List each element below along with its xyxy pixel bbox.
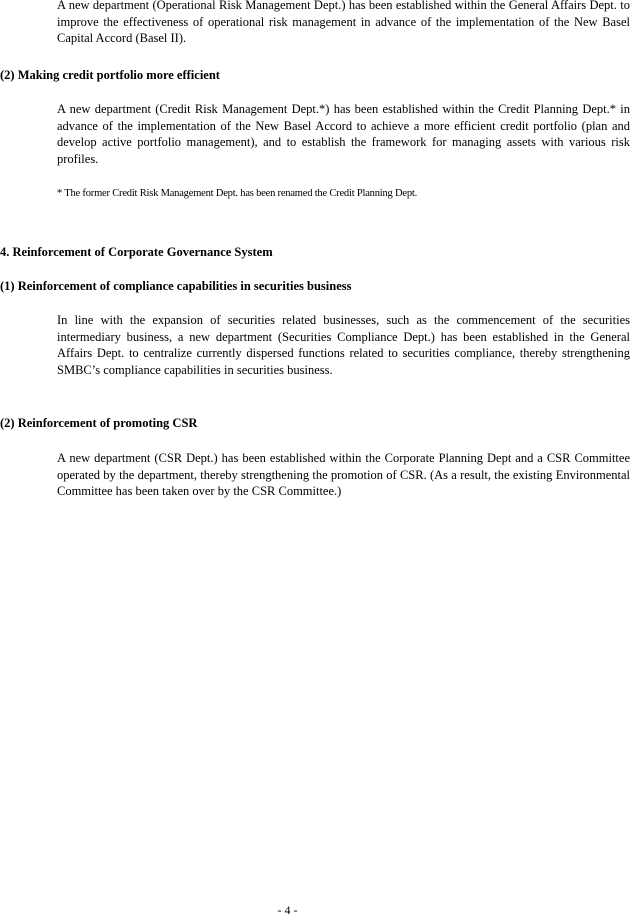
corporate-governance-heading: 4. Reinforcement of Corporate Governance System	[0, 245, 273, 259]
page-number: - 4 -	[277, 903, 298, 917]
csr-heading: (2) Reinforcement of promoting CSR	[0, 416, 198, 430]
credit-portfolio-heading: (2) Making credit portfolio more efficient	[0, 68, 220, 82]
credit-portfolio-paragraph: A new department (Credit Risk Management Dept.*) has been established within the Credit Planning Dept.* in advance of the implementation of the New Basel Accord to achieve a more efficient credit portfolio (plan and develop active portfolio management), and to establish the framework for managing assets with various risk profiles.	[57, 102, 630, 166]
operational-risk-paragraph: A new department (Operational Risk Management Dept.) has been established within the General Affairs Dept. to improve the effectiveness of operational risk management in advance of the implementation of the New Basel Capital Accord (Basel II).	[57, 0, 630, 46]
securities-compliance-heading: (1) Reinforcement of compliance capabilities in securities business	[0, 279, 352, 293]
csr-paragraph: A new department (CSR Dept.) has been established within the Corporate Planning Dept and a CSR Committee operated by the department, thereby strengthening the promotion of CSR. (As a result, the existing Environmental Committee has been taken over by the CSR Committee.)	[57, 451, 630, 499]
securities-compliance-paragraph: In line with the expansion of securities related businesses, such as the commencement of the securities intermediary business, a new department (Securities Compliance Dept.) has been established in the General Affairs Dept. to centralize currently dispersed functions related to securities compliance, thereby strengthening SMBC’s compliance capabilities in securities business.	[57, 313, 630, 377]
credit-planning-footnote: * The former Credit Risk Management Dept. has been renamed the Credit Planning Dept.	[57, 188, 418, 199]
